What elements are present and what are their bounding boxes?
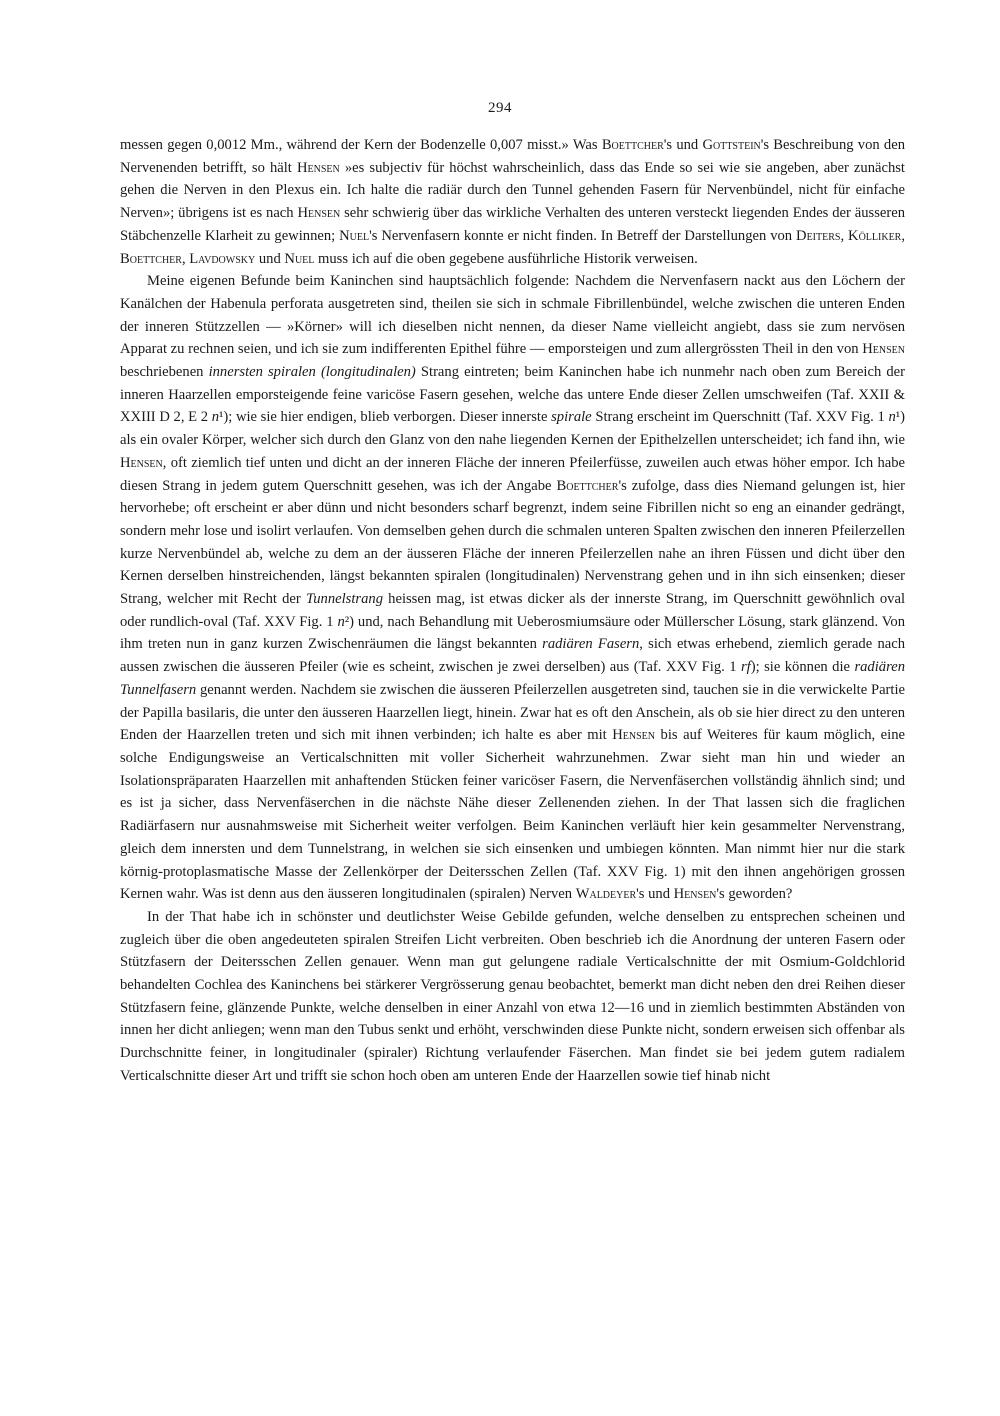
text-run: messen gegen 0,0012 Mm., während der Kern der Bodenzelle 0,007 misst.» Was (120, 137, 602, 153)
text-run: ²) und, nach Behandlung mit Ueberosmiumsäure oder Müllerscher Lösung, stark glänzend. Von ihm treten nun in ganz kurzen Zwischenräumen die längst bekannten (120, 613, 905, 653)
author-name: Nuel (284, 250, 315, 267)
text-run: ); sie können die (750, 659, 855, 676)
text-run: , (901, 227, 906, 244)
emphasis-text: n (888, 409, 896, 426)
text-run: , (181, 250, 190, 267)
author-name: Hensen (120, 454, 163, 471)
paragraph (120, 906, 905, 1088)
text-run: Strang erscheint im Querschnitt (Taf. XXV Fig. 1 (591, 409, 889, 426)
author-name: Waldeyer (575, 886, 637, 903)
author-name: Hensen (296, 159, 340, 176)
paragraph (120, 134, 905, 270)
author-name: Gottstein (702, 137, 761, 153)
text-run: beschriebenen (120, 364, 209, 381)
body-text (120, 134, 905, 1088)
text-run: 's geworden? (716, 886, 793, 903)
author-name: Hensen (612, 727, 656, 744)
text-run: 's Nervenfasern konnte er nicht finden. In Betreff der Darstellungen von (369, 227, 797, 244)
author-name: Boettcher (601, 137, 664, 153)
text-run: Meine eigenen Befunde beim Kaninchen sind hauptsächlich folgende: Nachdem die Nervenfasern nackt aus den Löchern der Kanälchen der Habenula perforata ausgetreten sind, theilen sie sich in schmale Fibrillenbündel, welche zwischen die unteren Enden der inneren Stützzellen — »Körner» will ich dieselben nicht nennen, da dieser Name vielleicht angiebt, dass sie zum nervösen Apparat zu rechnen seien, und ich sie zum indifferenten Epithel führe — emporsteigen und zum allergrössten Theil in den von (120, 273, 905, 358)
emphasis-text: rf (741, 659, 751, 676)
emphasis-text: spirale (551, 409, 592, 426)
text-run: heissen mag, ist etwas dicker als der innerste Strang, im Querschnitt gewöhnlich oval oder rundlich-oval (Taf. XXV Fig. 1 (120, 591, 905, 630)
author-name: Kölliker (848, 227, 902, 244)
text-run: 's und (636, 886, 674, 903)
text-run: Strang eintreten; beim Kaninchen habe ich nunmehr nach oben zum Bereich der inneren Haarzellen emporsteigende feine varicöse Fasern gesehen, welche das untere Ende dieser Zellen umschweifen (Taf. XXII & XXIII D 2, E 2 (120, 364, 905, 426)
text-run: genannt werden. Nachdem sie zwischen die äusseren Pfeilerzellen ausgetreten sind, tauchen sie in die verwickelte Partie der Papilla basilaris, die unter den äusseren Haarzellen liegt, hinein. Zwar hat es oft den Anschein, als ob sie hier direct zu den unteren Enden der Haarzellen treten und sich mit ihnen verbinden; ich halte es aber mit (120, 681, 905, 744)
emphasis-text: Tunnelstrang (305, 591, 383, 608)
text-run: , oft ziemlich tief unten und dicht an der inneren Fläche der inneren Pfeilerfüsse, zuweilen auch etwas höher empor. Ich habe diesen Strang in jedem gutem Querschnitt gesehen, was ich der Angabe (120, 454, 905, 494)
text-run: 's und (663, 137, 703, 153)
text-run: »es subjectiv für höchst wahrscheinlich, dass das Ende so sei wie sie angeben, aber zunächst gehen die Nerven in den Plexus ein. Ich halte die radiär durch den Tunnel gehenden Fasern für Nervenbündel, nicht für einfache Nerven»; übrigens ist es nach (120, 159, 905, 222)
author-name: Hensen (297, 205, 341, 222)
text-run: bis auf Weiteres für kaum möglich, eine solche Endigungsweise an Verticalschnitten mit voller Sicherheit wahrzunehmen. Zwar sieht man hin und wieder an Isolationspräparaten Haarzellen mit anhaftenden Stücken feiner varicöser Fasern, die Nervenfäserchen vollständig ähnlich sind; und es ist ja sicher, dass Nervenfäserchen in die nächste Nähe dieser Zellenenden ziehen. In der That lassen sich die fraglichen Radiärfasern nur ausnahmsweise mit Sicherheit weiter verfolgen. Beim Kaninchen verläuft hier kein gesammelter Nervenstrang, gleich dem innersten und dem Tunnelstrang, in welchen sie sich einsenken und umbiegen könnten. Man nimmt hier nur die stark körnig-protoplasmatische Masse der Zellenkörper der Deitersschen Zellen (Taf. XXV Fig. 1) mit den ihnen angehörigen grossen Kernen wahr. Was ist denn aus den äusseren longitudinalen (spiralen) Nerven (120, 727, 905, 903)
author-name: Boettcher (556, 477, 619, 494)
author-name: Lavdowsky (189, 250, 256, 267)
emphasis-text: radiären Fasern (542, 636, 640, 653)
page-number: 294 (488, 100, 512, 116)
emphasis-text: n (337, 613, 345, 630)
paragraph (120, 270, 905, 906)
emphasis-text: innersten spiralen (longitudinalen) (208, 364, 416, 381)
text-run: In der That habe ich in schönster und deutlichster Weise Gebilde gefunden, welche denselben zu entsprechen scheinen und zugleich über die oben angedeuteten spiralen Streifen Licht verbreiten. Oben beschrieb ich die Anordnung der unteren Fasern oder Stützfasern der Deitersschen Zellen genauer. Wenn man gut gelungene radiale Verticalschnitte der mit Osmium-Goldchlorid behandelten Cochlea des Kaninchens bei stärkerer Vergrösserung genau beobachtet, bemerkt man dicht neben den drei Reihen dieser Stützfasern feine, glänzende Punkte, welche denselben in einer Anzahl von etwa 12—16 und in ziemlich bestimmten Abständen von innen her dicht anliegen; wenn man den Tubus senkt und erhöht, verschwinden diese Punkte nicht, sondern erweisen sich offenbar als Durchschnitte feiner, in longitudinaler (spiraler) Richtung verlaufender Fäserchen. Man findet sie bei jedem gutem radialem Verticalschnitte dieser Art und trifft sie schon hoch oben am unteren Ende der Haarzellen sowie tief hinab nicht (120, 908, 905, 1084)
text-run: 's zufolge, dass dies Niemand gelungen ist, hier hervorhebe; oft erscheint er aber dünn und nicht besonders scharf begrenzt, indem seine Fibrillen nicht so eng an einander gedrängt, sondern mehr lose und isolirt verlaufen. Von demselben gehen durch die schmalen unteren Spalten zwischen den inneren Pfeilerzellen kurze Nervenbündel ab, welche zu dem an der äusseren Fläche der inneren Pfeilerzellen nahe an ihren Füssen und dicht über den Kernen derselben hinstreichenden, längst bekannten spiralen (longitudinalen) Nervenstrang gehen und in ihn sich einsenken; dieser Strang, welcher mit Recht der (120, 477, 905, 608)
text-run: muss ich auf die oben gegebene ausführliche Historik verweisen. (314, 250, 698, 267)
text-run: sehr schwierig über das wirkliche Verhalten des unteren versteckt liegenden Endes der äusseren Stäbchenzelle Klarheit zu gewinnen; (120, 205, 905, 244)
text-run: und (255, 250, 285, 267)
text-run: , sich etwas erhebend, ziemlich gerade nach aussen zwischen die äusseren Pfeiler (wie es scheint, zwischen je zwei derselben) aus (Taf. XXV Fig. 1 (120, 636, 906, 676)
emphasis-text: radiären Tunnelfasern (120, 659, 905, 698)
text-run: 's Beschreibung von den Nervenenden betrifft, so hält (120, 137, 905, 176)
author-name: Hensen (862, 341, 905, 358)
author-name: Boettcher (120, 250, 182, 267)
text-run: ¹) als ein ovaler Körper, welcher sich durch den Glanz von den nahe liegenden Kernen der Epithelzellen unterscheidet; ich fand ihn, wie (120, 409, 905, 449)
text-run: , (840, 227, 849, 244)
author-name: Nuel (339, 227, 370, 244)
author-name: Hensen (673, 886, 717, 903)
text-run: ¹); wie sie hier endigen, blieb verborgen. Dieser innerste (218, 409, 552, 426)
emphasis-text: n (211, 409, 219, 426)
author-name: Deiters (796, 227, 841, 244)
